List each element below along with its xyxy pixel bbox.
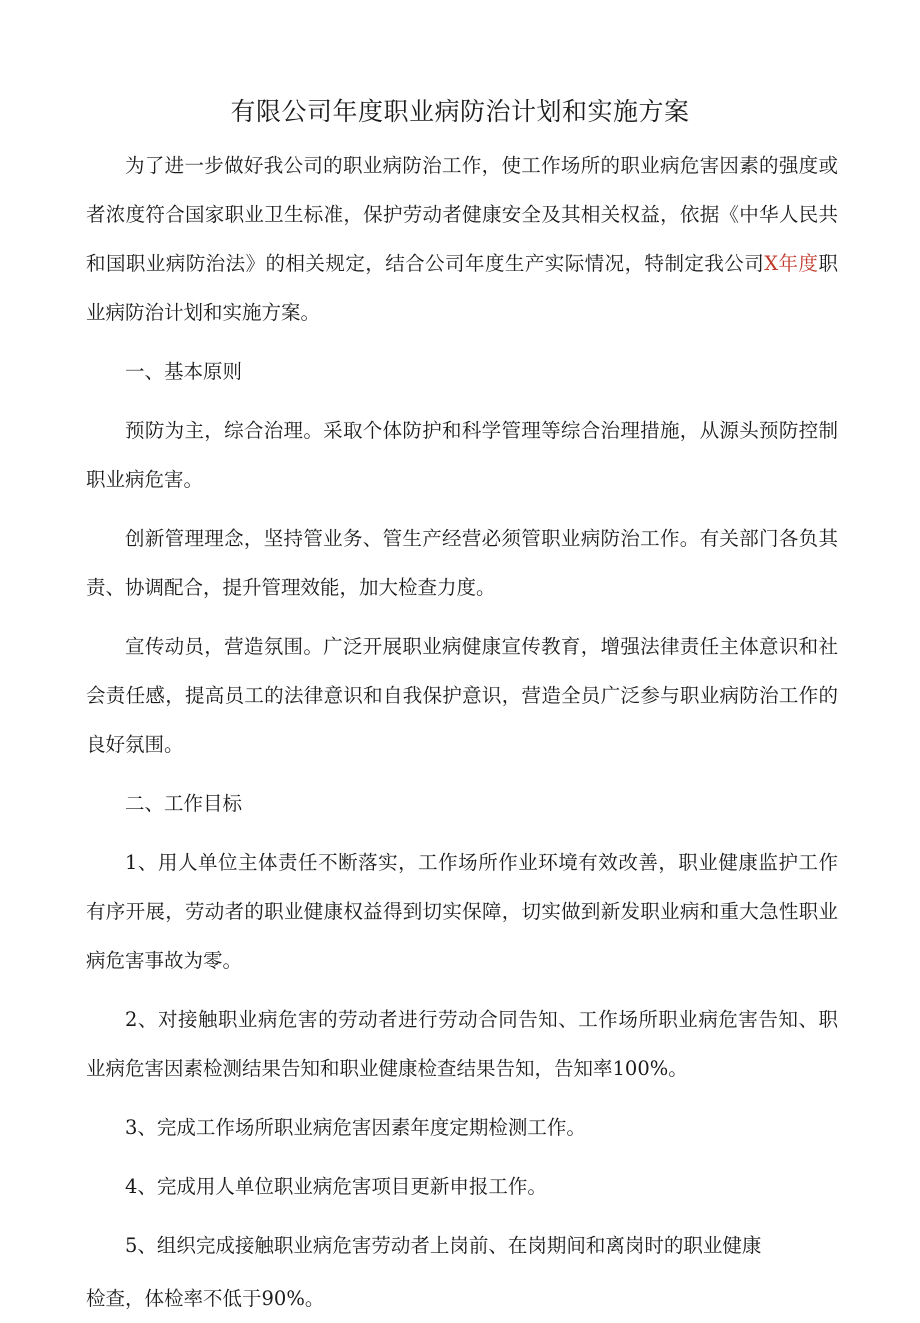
goal-item-5: 5、组织完成接触职业病危害劳动者上岗前、在岗期间和离岗时的职业健康 <box>125 1234 762 1257</box>
intro-paragraph <box>86 141 838 337</box>
intro-text-end-red: 度 <box>798 252 819 275</box>
intro-text-start: 为了进一步做好我公司的职业病防治工作，使工作场所的职业病危害因素的强度或者浓度符合国家职业卫生标准，保护劳动者健康安全及其相关权益，依据《中华人民共和国职业病防治法》的相关规定，结合公司年度生产实际情况，特制定我公司 <box>86 154 838 275</box>
section1-heading: 一、基本原则 <box>125 360 243 383</box>
intro-text-red-year: 年 <box>778 252 799 275</box>
intro-text-end: 度职业病防治计划和实施方案。 <box>86 252 838 324</box>
document-body <box>86 141 838 1323</box>
year-placeholder: X <box>764 252 779 275</box>
document-title: 有限公司年度职业病防治计划和实施方案 <box>230 97 690 126</box>
goal-item-2: 2、对接触职业病危害的劳动者进行劳动合同告知、工作场所职业病危害告知、职业病危害因素检测结果告知和职业健康检查结果告知，告知率100%。 <box>86 1008 838 1080</box>
goal-item-3: 3、完成工作场所职业病危害因素年度定期检测工作。 <box>125 1116 586 1139</box>
goal-item-1: 1、用人单位主体责任不断落实，工作场所作业环境有效改善，职业健康监护工作有序开展，劳动者的职业健康权益得到切实保障，切实做到新发职业病和重大急性职业病危害事故为零。 <box>86 851 838 972</box>
section2-heading: 二、工作目标 <box>125 792 243 815</box>
section1-paragraph-1: 预防为主，综合治理。采取个体防护和科学管理等综合治理措施，从源头预防控制职业病危害。 <box>86 419 838 491</box>
goal-item-5-continuation: 检查，体检率不低于90%。 <box>86 1287 325 1310</box>
section1-paragraph-3: 宣传动员，营造氛围。广泛开展职业病健康宣传教育，增强法律责任主体意识和社会责任感，提高员工的法律意识和自我保护意识，营造全员广泛参与职业病防治工作的良好氛围。 <box>86 635 838 756</box>
goal-item-4: 4、完成用人单位职业病危害项目更新申报工作。 <box>125 1175 547 1198</box>
section1-paragraph-2: 创新管理理念，坚持管业务、管生产经营必须管职业病防治工作。有关部门各负其责、协调配合，提升管理效能，加大检查力度。 <box>86 527 838 599</box>
